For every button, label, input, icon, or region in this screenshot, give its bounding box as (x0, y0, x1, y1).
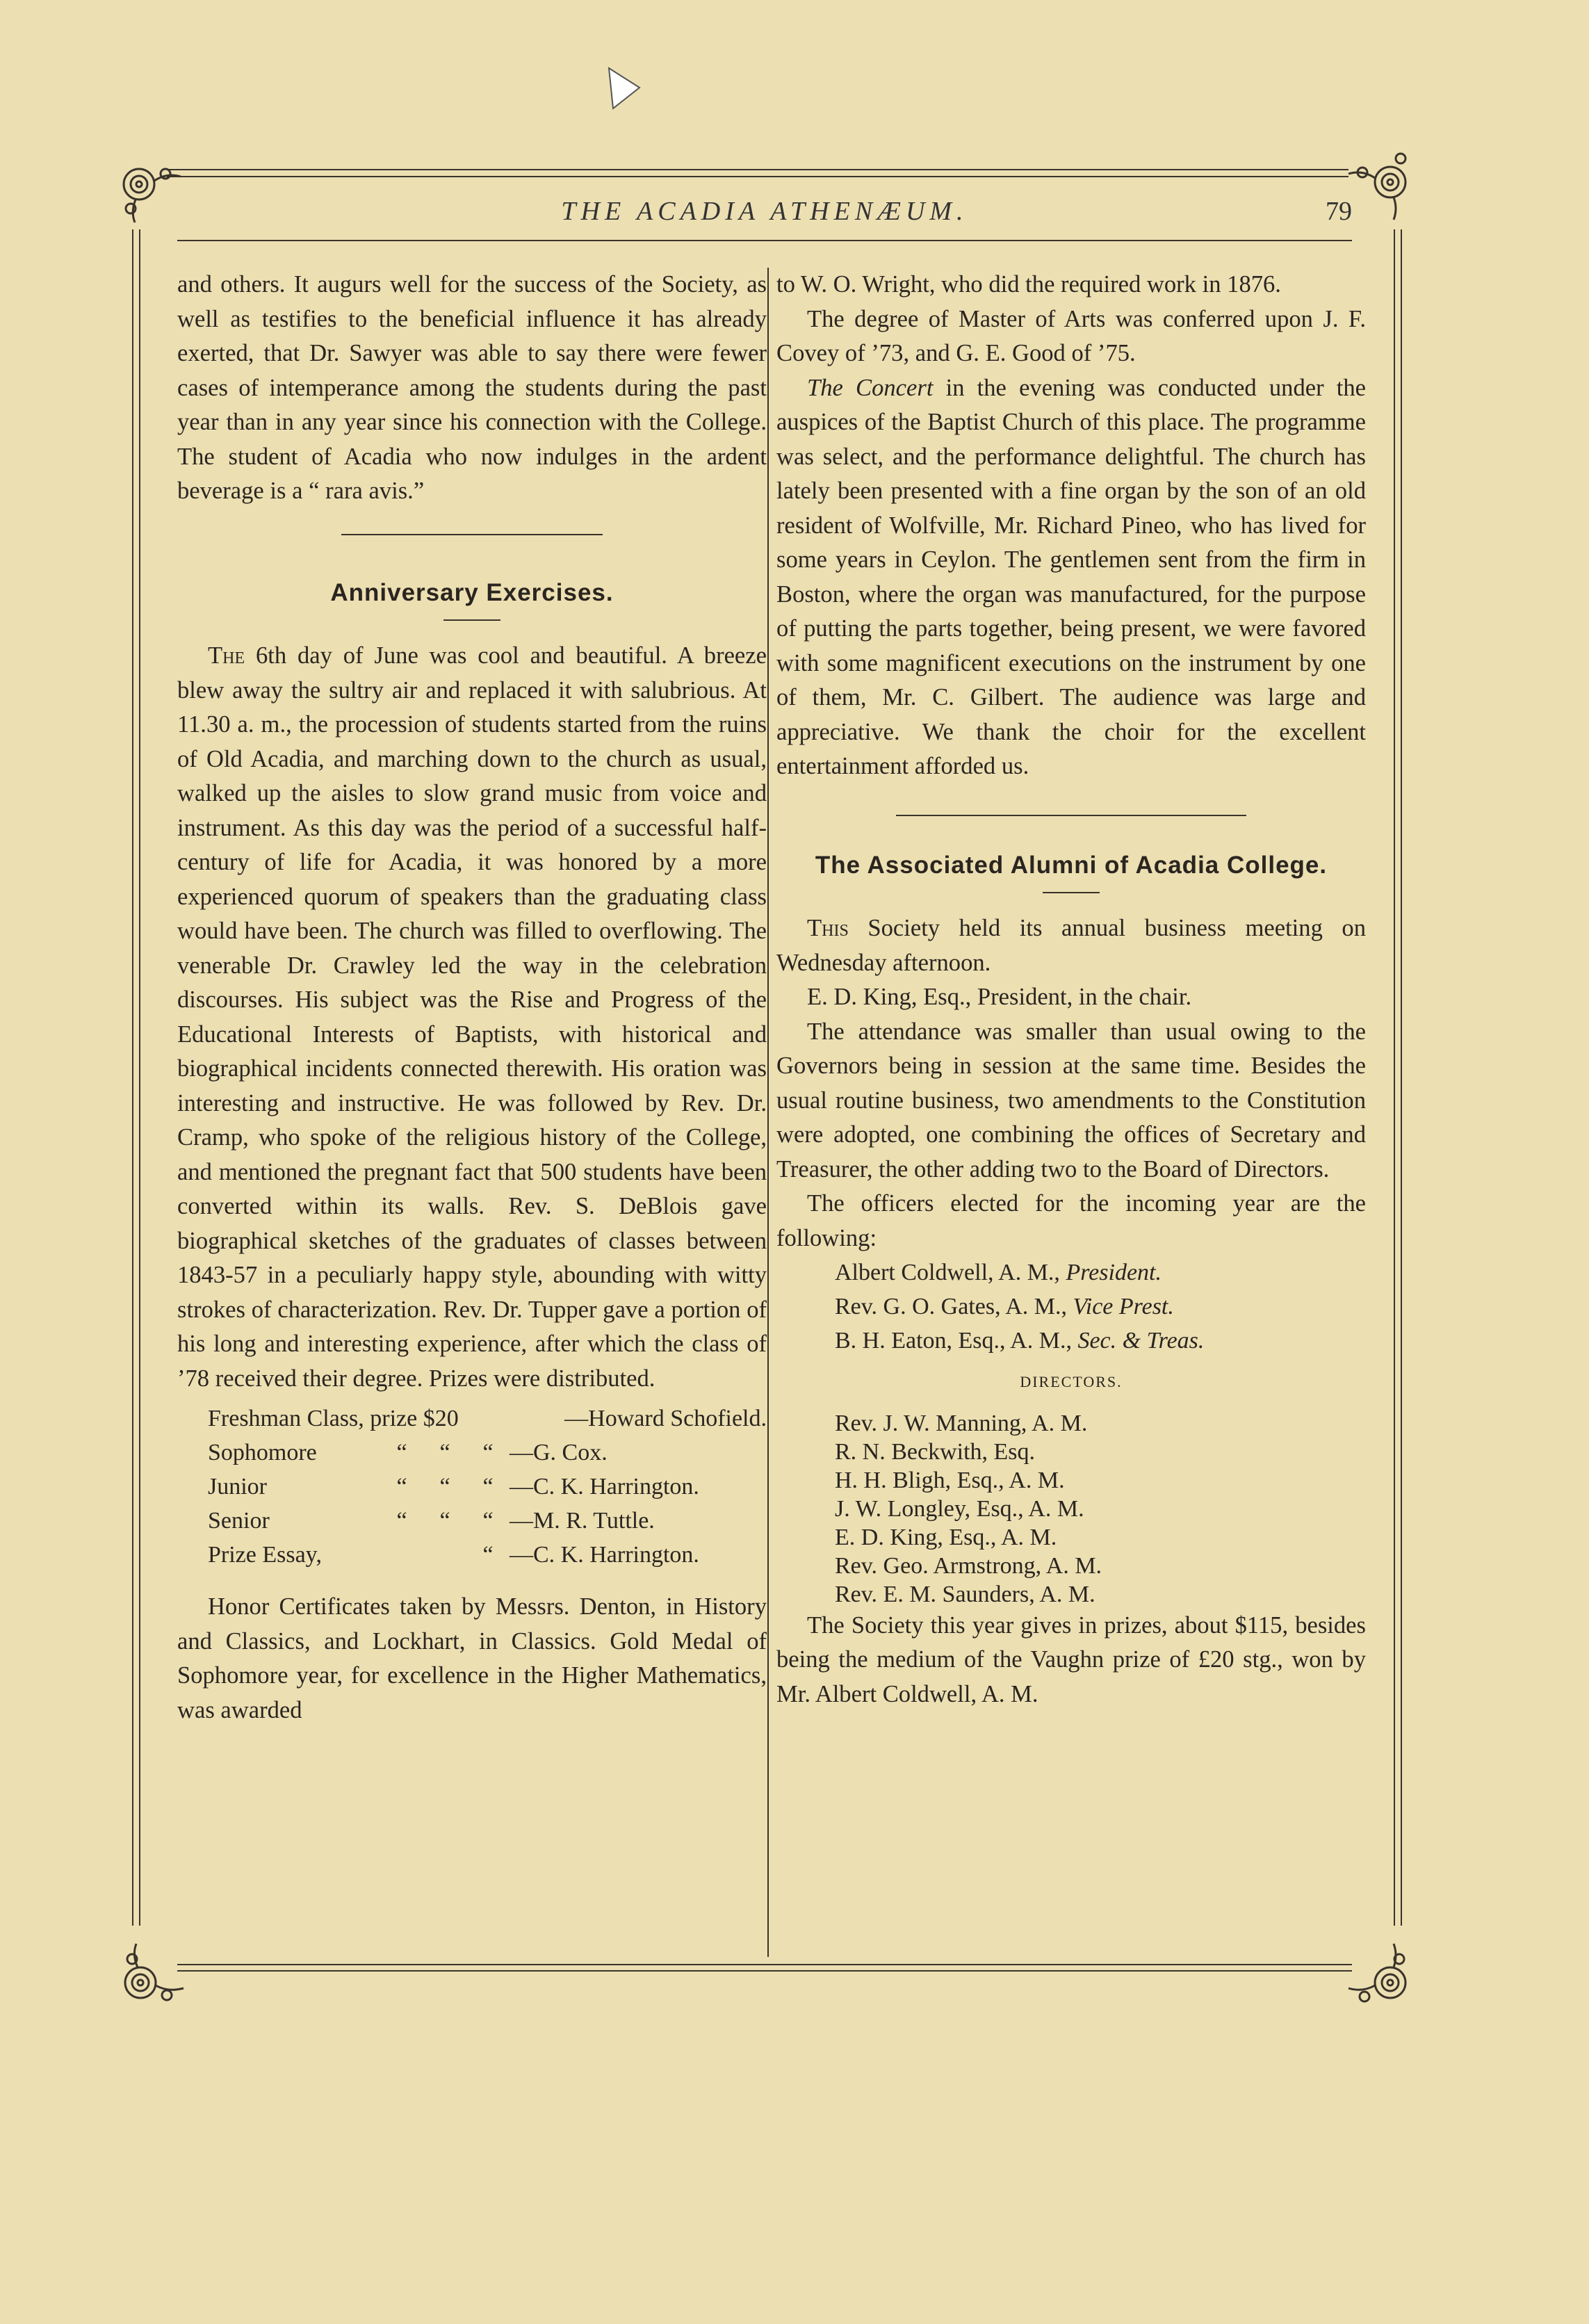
right-border-rule (1394, 229, 1395, 1926)
director-item: Rev. J. W. Manning, A. M. (835, 1410, 1088, 1436)
running-header (177, 196, 1352, 227)
prize-row (177, 1436, 767, 1470)
left-column (177, 268, 767, 1728)
bottom-rule-lower (177, 1970, 1352, 1972)
right-border-rule-inner (1401, 229, 1402, 1926)
running-title: THE ACADIA ATHENÆUM. (561, 197, 968, 226)
ditto-mark (380, 1538, 423, 1572)
ditto-mark (423, 1538, 466, 1572)
prize-category: Prize Essay, (208, 1542, 322, 1568)
prize-row (177, 1504, 767, 1538)
prize-category: Freshman Class, prize $20 (208, 1406, 459, 1431)
prize-category: Senior (208, 1508, 270, 1534)
ditto-mark: “ (482, 1440, 494, 1465)
director-item: H. H. Bligh, Esq., A. M. (835, 1467, 1065, 1493)
corner-ornament-icon (111, 153, 188, 229)
directors-heading: DIRECTORS. (1020, 1373, 1123, 1390)
officer-name: Rev. G. O. Gates, A. M., (835, 1294, 1073, 1319)
prize-winner: —C. K. Harrington. (510, 1542, 699, 1568)
alumni-lead-word: This (807, 915, 849, 941)
degree-paragraph: The degree of Master of Arts was conferred upon J. F. Covey of ’73, and G. E. Good of ’75. (776, 305, 1366, 366)
concert-text: in the evening was conducted under the auspices of the Baptist Church of this place. The programme was select, and the performance delightful. The church has lately been presented with a fine organ by the son of an old resident of Wolfville, Mr. Richard Pineo, who has lived for some years in Ceylon. The gentlemen sent from the firm in Boston, where the organ was manufactured, for the purpose of putting the parts together, being present, we were favored with some magnificent executions on the instrument by one of them, Mr. C. Gilbert. The audience was large and appreciative. We thank the choir for the excellent entertainment afforded us. (776, 374, 1366, 779)
officer-row (776, 1256, 1366, 1290)
corner-ornament-icon (1345, 146, 1421, 222)
attendance-paragraph: The attendance was smaller than usual owing to the Governors being in session at the same time. Besides the usual routine business, two amendments to the Constitution were adopted, one combining the offices of Secretary and Treasurer, the other adding two to the Board of Directors. (776, 1018, 1366, 1183)
alumni-text: Society held its annual business meeting on Wednesday afternoon. (776, 915, 1367, 976)
alumni-paragraph (776, 911, 1366, 980)
prize-row (177, 1470, 767, 1504)
director-item: Rev. Geo. Armstrong, A. M. (835, 1552, 1102, 1579)
ditto-mark: “ (439, 1440, 450, 1465)
left-border-rule (132, 229, 133, 1926)
print-mark-icon (603, 64, 645, 113)
section-divider (341, 534, 603, 535)
section-divider (896, 815, 1246, 816)
prize-list (177, 1401, 767, 1572)
left-border-rule-inner (139, 229, 140, 1926)
officer-list (776, 1256, 1366, 1358)
page-number: 79 (1326, 197, 1352, 226)
top-double-rule-outer (167, 169, 1348, 170)
corner-ornament-icon (1345, 1940, 1421, 2016)
anniversary-paragraph (177, 639, 767, 1396)
column-divider (767, 268, 769, 1957)
ditto-mark: “ (439, 1474, 450, 1500)
officers-intro: The officers elected for the incoming year are the following: (776, 1190, 1366, 1251)
director-list (776, 1409, 1366, 1609)
director-item: E. D. King, Esq., A. M. (835, 1524, 1057, 1550)
ditto-mark: “ (396, 1440, 407, 1465)
ditto-mark: “ (482, 1542, 494, 1568)
officer-row (776, 1324, 1366, 1358)
prize-row (177, 1401, 767, 1436)
ditto-mark: “ (439, 1508, 450, 1534)
alumni-heading: The Associated Alumni of Acadia College. (815, 851, 1328, 879)
continuation-paragraph: to W. O. Wright, who did the required work in 1876. (776, 271, 1281, 298)
anniversary-text: 6th day of June was cool and beautiful. A breeze blew away the sultry air and replaced it with salubrious. At 11.30 a. m., the procession of students started from the ruins of Old Acadia, and marching down to the church as usual, walked up the aisles to slow grand music from voice and instrument. As this day was the period of a successful half-century of life for Acadia, it was honored by a more experienced quorum of speakers than the graduating class would have been. The church was filled to overflowing. The venerable Dr. Crawley led the way in the celebration discourses. His subject was the Rise and Progress of the Educational Interests of Baptists, with historical and biographical incidents connected therewith. His oration was interesting and instructive. He was followed by Rev. Dr. Cramp, who spoke of the religious history of the College, and mentioned the pregnant fact that 500 students have been converted within its walls. Rev. S. DeBlois gave biographical sketches of the graduates of classes between 1843-57 in a peculiarly happy style, abounding with witty strokes of characterization. Rev. Dr. Tupper gave a portion of his long and interesting experience, after which the class of ’78 received their degree. Prizes were distributed. (177, 642, 767, 1392)
intro-paragraph: and others. It augurs well for the success of the Society, as well as testifies to the beneficial influence it has already exerted, that Dr. Sawyer was able to say there were fewer cases of intemperance among the students during the past year than in any year since his connection with the College. The student of Acadia who now indulges in the ardent beverage is a “ rara avis.” (177, 271, 767, 504)
officer-row (776, 1290, 1366, 1324)
officer-name: Albert Coldwell, A. M., (835, 1260, 1066, 1285)
ditto-mark: “ (396, 1474, 407, 1500)
prize-winner: —M. R. Tuttle. (510, 1508, 655, 1534)
top-double-rule-inner (167, 176, 1348, 177)
corner-ornament-icon (111, 1940, 188, 2016)
concert-lead: The Concert (807, 374, 934, 401)
anniversary-lead-word: The (208, 642, 245, 669)
ditto-mark: “ (396, 1508, 407, 1534)
chair-paragraph: E. D. King, Esq., President, in the chair. (807, 984, 1192, 1010)
honor-paragraph: Honor Certificates taken by Messrs. Denton, in History and Classics, and Lockhart, in Classics. Gold Medal of Sophomore year, for excellence in the Higher Mathematics, was awarded (177, 1593, 767, 1723)
prize-category: Junior (208, 1474, 267, 1500)
director-item: R. N. Beckwith, Esq. (835, 1438, 1036, 1465)
bottom-rule-upper (177, 1964, 1352, 1965)
officer-role: President. (1066, 1260, 1162, 1285)
header-underline-rule (177, 240, 1352, 241)
prize-winner: —C. K. Harrington. (510, 1474, 699, 1500)
anniversary-heading: Anniversary Exercises. (330, 578, 614, 606)
right-column (776, 268, 1366, 1712)
director-item: J. W. Longley, Esq., A. M. (835, 1495, 1084, 1522)
officer-role: Sec. & Treas. (1077, 1328, 1205, 1354)
officer-role: Vice Prest. (1073, 1294, 1174, 1319)
prize-winner: —Howard Schofield. (564, 1406, 767, 1431)
heading-underline (1043, 892, 1100, 893)
ditto-mark: “ (482, 1508, 494, 1534)
concert-paragraph (776, 371, 1366, 784)
heading-underline (443, 619, 500, 621)
director-item: Rev. E. M. Saunders, A. M. (835, 1581, 1095, 1607)
ditto-mark: “ (482, 1474, 494, 1500)
prize-category: Sophomore (208, 1440, 317, 1465)
officer-name: B. H. Eaton, Esq., A. M., (835, 1328, 1078, 1354)
prize-winner: —G. Cox. (510, 1440, 608, 1465)
prize-row (177, 1538, 767, 1572)
closing-paragraph: The Society this year gives in prizes, about $115, besides being the medium of the Vaughn prize of £20 stg., won by Mr. Albert Coldwell, A. M. (776, 1611, 1366, 1707)
